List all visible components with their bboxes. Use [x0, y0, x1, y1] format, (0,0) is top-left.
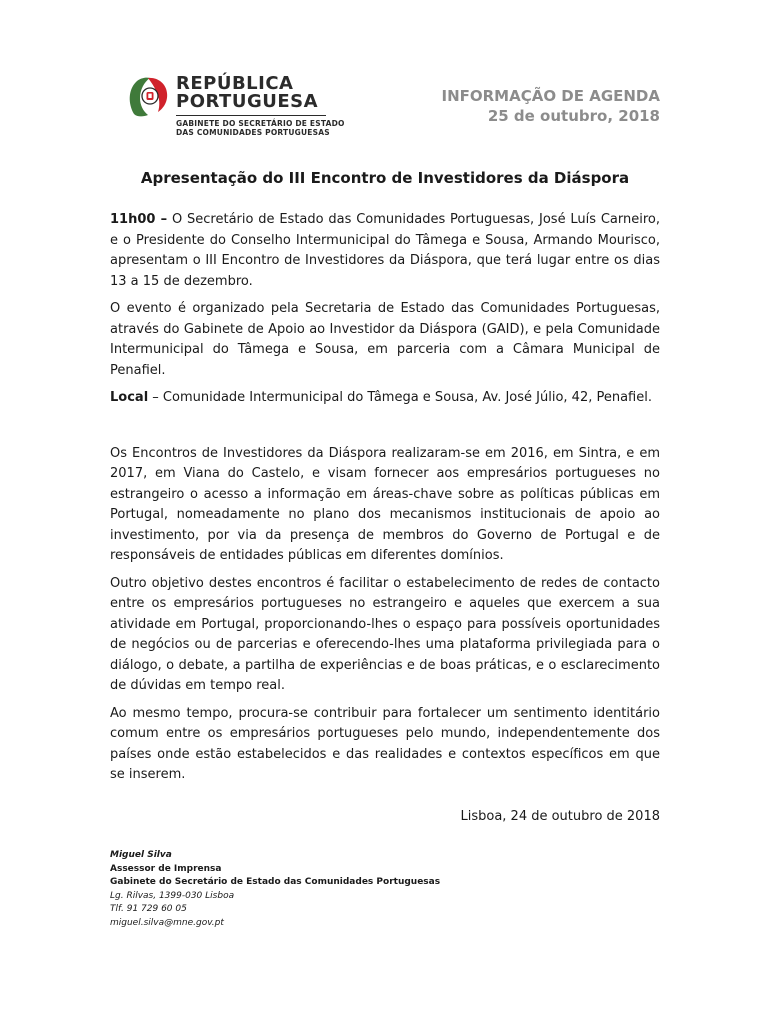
paragraph-1: [110, 210, 660, 292]
paragraph-3: [110, 388, 660, 409]
spacer: [110, 416, 660, 444]
contact-email[interactable]: miguel.silva@mne.gov.pt: [110, 917, 224, 928]
document-body: [110, 210, 660, 793]
location-lead: Local: [110, 390, 149, 405]
contact-office: Gabinete do Secretário de Estado das Comunidades Portuguesas: [110, 877, 441, 887]
contact-phone: Tlf. 91 729 60 05: [110, 904, 187, 914]
logo-line2: PORTUGUESA: [176, 91, 319, 112]
contact-role: Assessor de Imprensa: [110, 863, 222, 874]
agenda-date: 25 de outubro, 2018: [487, 107, 660, 125]
logo-subtitle-line1: GABINETE DO SECRETÁRIO DE ESTADO: [176, 119, 345, 128]
document-title: Apresentação do III Encontro de Investidores da Diáspora: [140, 169, 630, 187]
agenda-label: INFORMAÇÃO DE AGENDA: [441, 87, 660, 105]
time-lead: 11h00 –: [110, 212, 168, 227]
paragraph-3-text: – Comunidade Intermunicipal do Tâmega e Sousa, Av. José Júlio, 42, Penafiel.: [148, 390, 652, 405]
logo-subtitle-line2: DAS COMUNIDADES PORTUGUESAS: [176, 128, 330, 137]
republica-portuguesa-logo: [124, 72, 354, 142]
signoff-date: Lisboa, 24 de outubro de 2018: [460, 809, 660, 824]
press-contact: [110, 849, 440, 930]
paragraph-5: Outro objetivo destes encontros é facilitar o estabelecimento de redes de contacto entre os empresários portugueses no estrangeiro e aqueles que exercem a sua atividade em Portugal, proporcionando-lhes o espaço para possíveis oportunidades de negócios ou de parcerias e oferecendo-lhes uma plataforma privilegiada para o diálogo, o debate, a partilha de experiências e de boas práticas, e o esclarecimento de dúvidas em tempo real.: [110, 575, 660, 693]
paragraph-2: O evento é organizado pela Secretaria de Estado das Comunidades Portuguesas, através do Gabinete de Apoio ao Investidor da Diáspora (GAID), e pela Comunidade Intermunicipal do Tâmega e Sousa, em parceria com a Câmara Municipal de Penafiel.: [110, 301, 660, 378]
agenda-header: [441, 86, 660, 126]
logo-line1: REPÚBLICA: [176, 73, 294, 94]
paragraph-6: Ao mesmo tempo, procura-se contribuir para fortalecer um sentimento identitário comum entre os empresários portugueses pelo mundo, independentemente dos países onde estão estabelecidos e das realidades e contextos específicos em que se inserem.: [110, 705, 660, 782]
contact-name: Miguel Silva: [110, 850, 172, 860]
contact-address: Lg. Rilvas, 1399-030 Lisboa: [110, 890, 235, 901]
paragraph-1-text: O Secretário de Estado das Comunidades Portuguesas, José Luís Carneiro, e o Presidente do Conselho Intermunicipal do Tâmega e Sousa, Armando Mourisco, apresentam o III Encontro de Investidores da Diáspora, que terá lugar entre os dias 13 a 15 de dezembro.: [110, 212, 660, 289]
portugal-coat-of-arms-icon: [124, 74, 170, 120]
paragraph-4: Os Encontros de Investidores da Diáspora realizaram-se em 2016, em Sintra, e em 2017, em Viana do Castelo, e visam fornecer aos empresários portugueses no estrangeiro o acesso a informação em áreas-chave sobre as políticas públicas em Portugal, nomeadamente no plano dos mecanismos institucionais de apoio ao investimento, por via da presença de membros do Governo de Portugal e de responsáveis de entidades públicas em diferentes domínios.: [110, 445, 660, 563]
logo-divider: [176, 115, 326, 116]
